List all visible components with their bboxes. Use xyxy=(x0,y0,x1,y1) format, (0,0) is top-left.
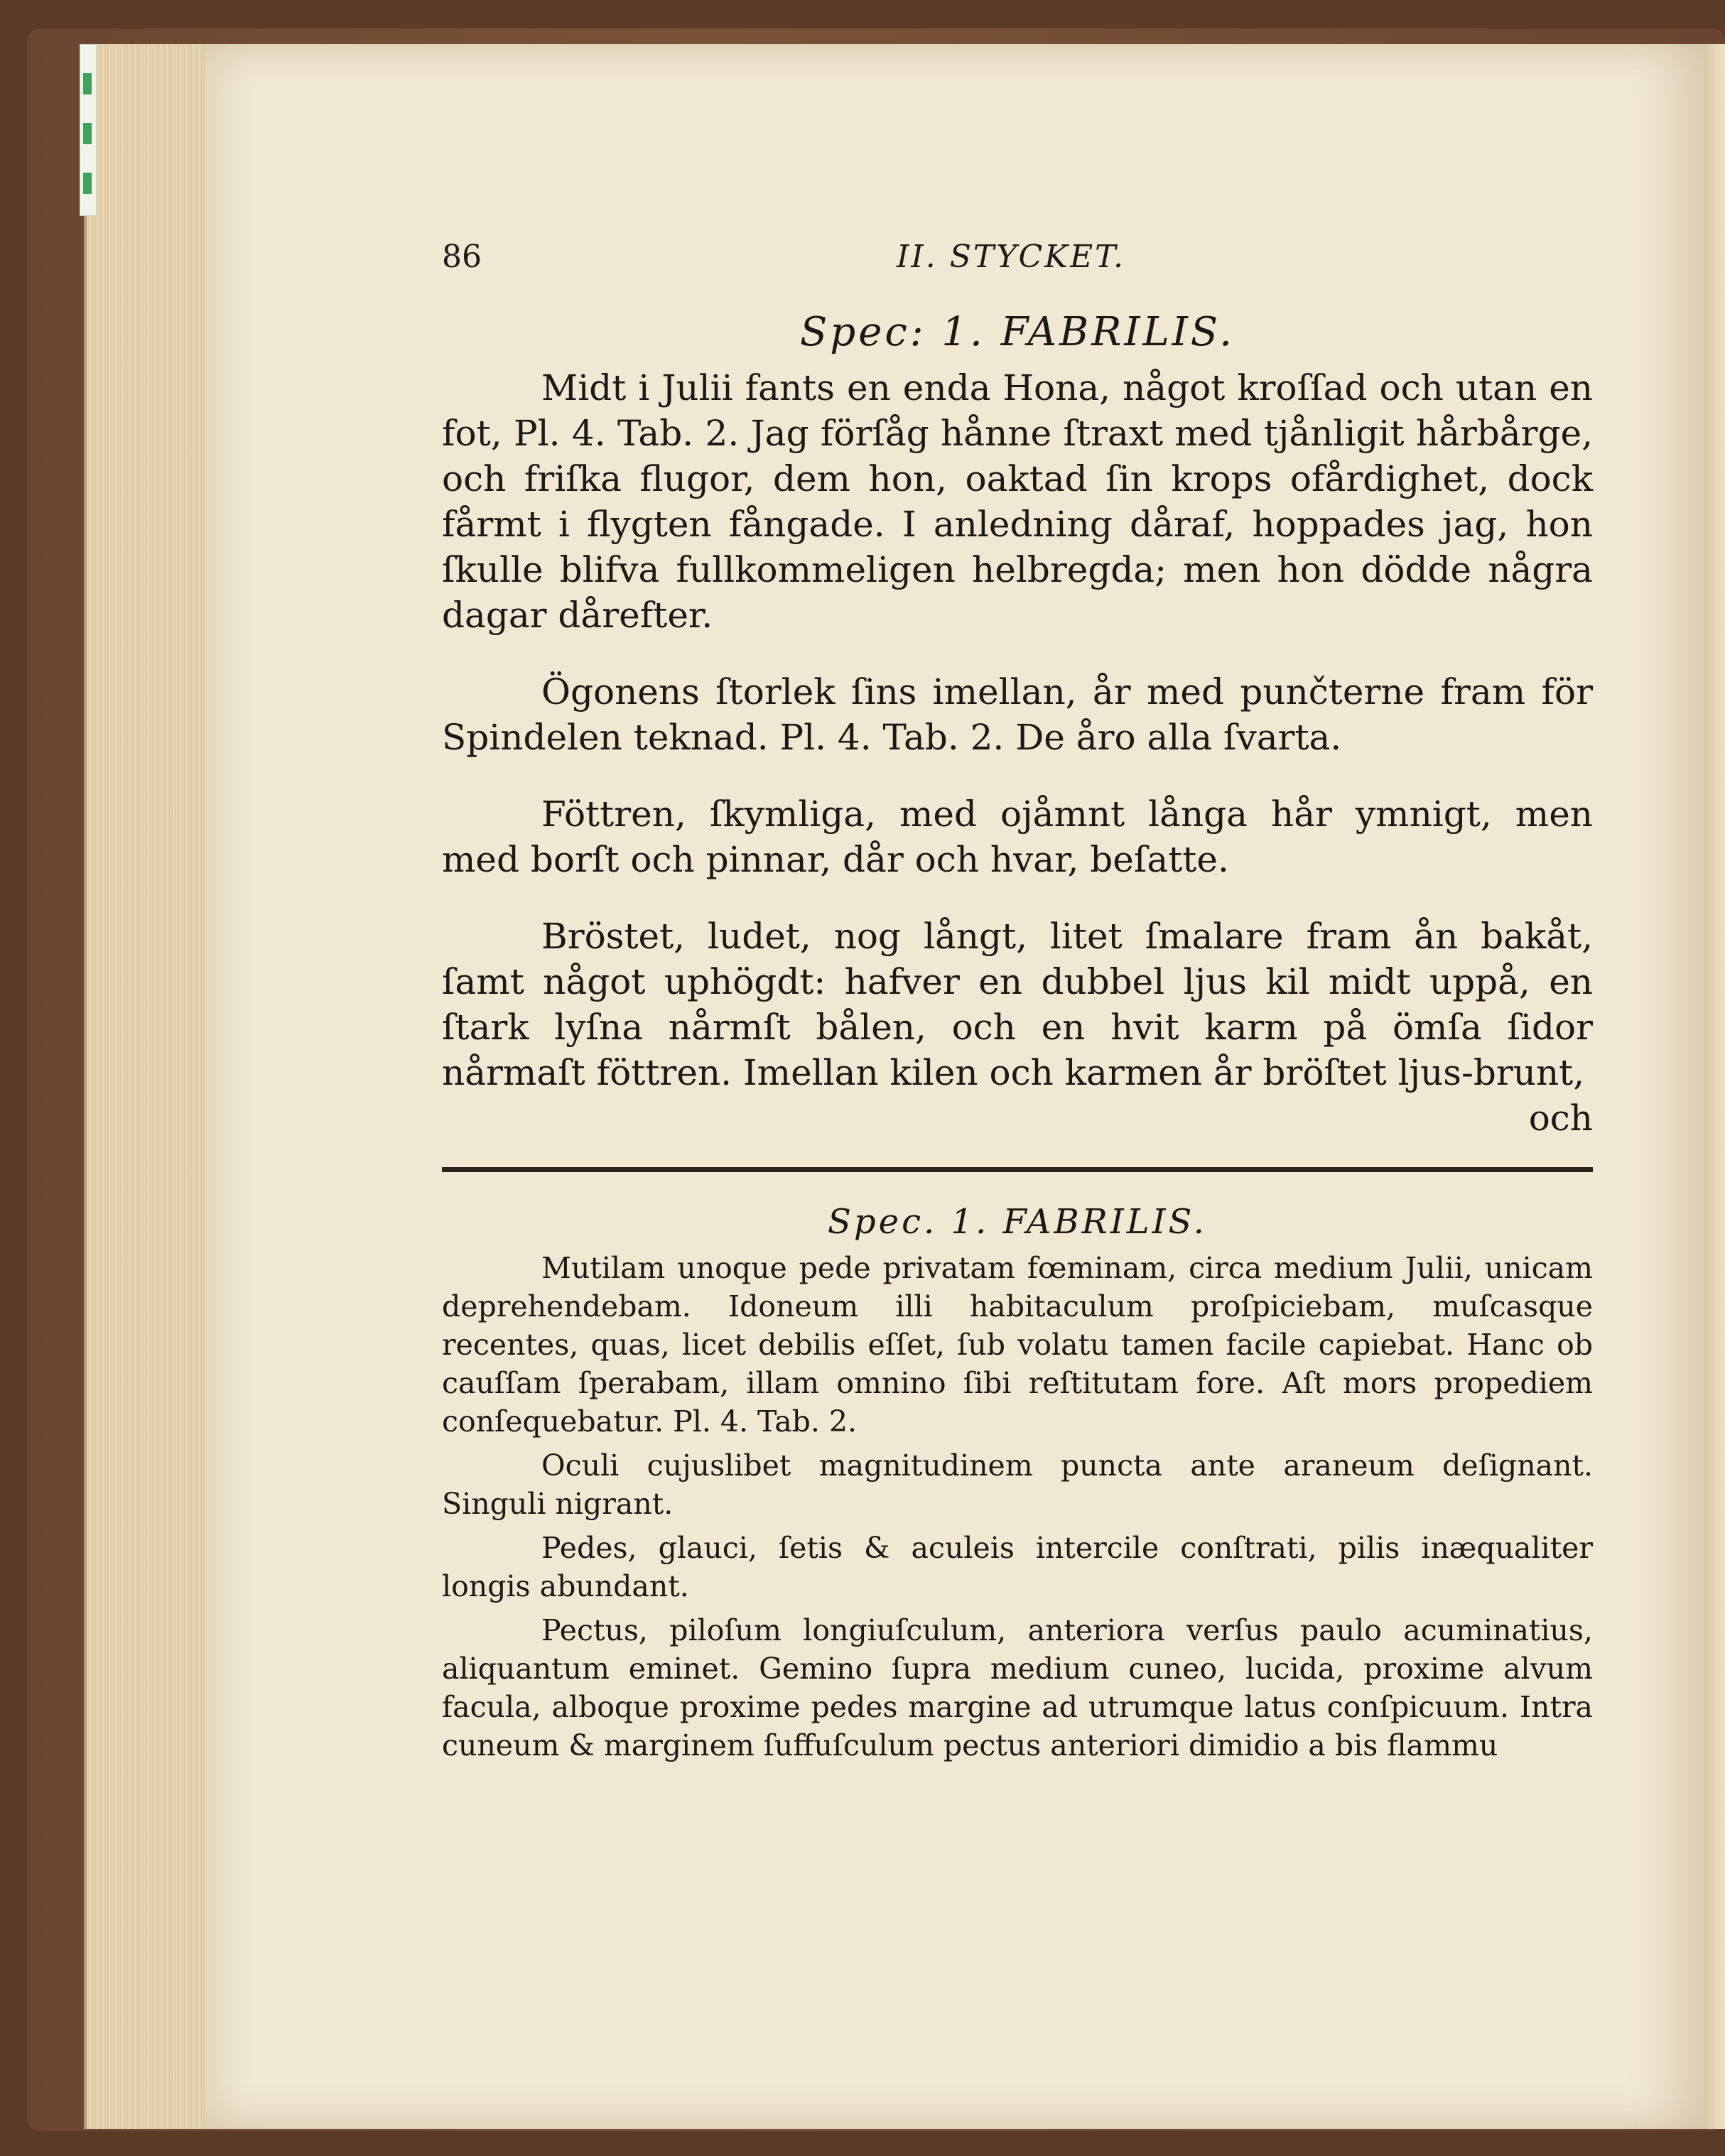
running-head: II. STYCKET. xyxy=(897,239,1126,275)
latin-heading: Spec. 1. FABRILIS. xyxy=(828,1202,1207,1242)
divider-rule xyxy=(442,1167,1593,1172)
swedish-paragraph: Ögonens ſtorlek ſins imellan, år med punčterne fram för Spindelen teknad. Pl. 4. Tab. 2. De åro alla ſvarta. xyxy=(442,671,1593,758)
latin-paragraph: Pedes, glauci, ſetis & aculeis intercile conſtrati, pilis inæqualiter longis abundant. xyxy=(442,1531,1593,1603)
latin-paragraph: Oculi cujuslibet magnitudinem puncta ante araneum deſignant. Singuli nigrant. xyxy=(442,1448,1593,1521)
facing-page-edge xyxy=(1704,44,1725,2129)
latin-footnote-text xyxy=(442,1199,1593,1765)
swedish-paragraph: Midt i Julii fants en enda Hona, något kroſſad och utan en fot, Pl. 4. Tab. 2. Jag förſåg hånne ſtraxt med tjånligit hårbårge, och friſka flugor, dem hon, oaktad ſin krops ofårdighet, dock fårmt i flygten fångade. I anledning dåraf, hoppades jag, hon ſkulle blifva fullkommeligen helbregda; men hon dödde några dagar dårefter. xyxy=(442,367,1593,636)
latin-paragraph: Pectus, piloſum longiuſculum, anteriora verſus paulo acuminatius, aliquantum eminet. Gemino ſupra medium cuneo, lucida, proxime alvum facula, alboque proxime pedes margine ad utrumque latus conſpicuum. Intra cuneum & marginem ſuffuſculum pectus anteriori dimidio a bis flammu xyxy=(442,1613,1593,1762)
catchword: och xyxy=(1528,1098,1593,1139)
swedish-heading: Spec: 1. FABRILIS. xyxy=(800,309,1235,355)
page-number: 86 xyxy=(442,239,482,275)
latin-paragraph: Mutilam unoque pede privatam fœminam, circa medium Julii, unicam deprehendebam. Idoneum illi habitaculum proſpiciebam, muſcasque recentes, quas, licet debilis eſſet, ſub volatu tamen facile capiebat. Hanc ob cauſſam ſperabam, illam omnino ſibi reſtitutam fore. Aſt mors propediem conſequebatur. Pl. 4. Tab. 2. xyxy=(442,1251,1593,1439)
bookmark-tab xyxy=(80,44,97,216)
swedish-paragraph: Föttren, ſkymliga, med ojåmnt långa hår ymnigt, men med borſt och pinnar, dår och hvar, beſatte. xyxy=(442,793,1593,880)
page-header xyxy=(442,239,1593,296)
swedish-paragraph: Bröstet, ludet, nog långt, litet ſmalare fram ån bakåt, ſamt något uphögdt: hafver en dubbel ljus kil midt uppå, en ſtark lyſna nårmſt bålen, och en hvit karm på ömſa ſidor nårmaſt föttren. Imellan kilen och karmen år bröſtet ljus-brunt, xyxy=(442,916,1593,1093)
swedish-text xyxy=(442,303,1593,1141)
page-edges xyxy=(84,44,207,2129)
